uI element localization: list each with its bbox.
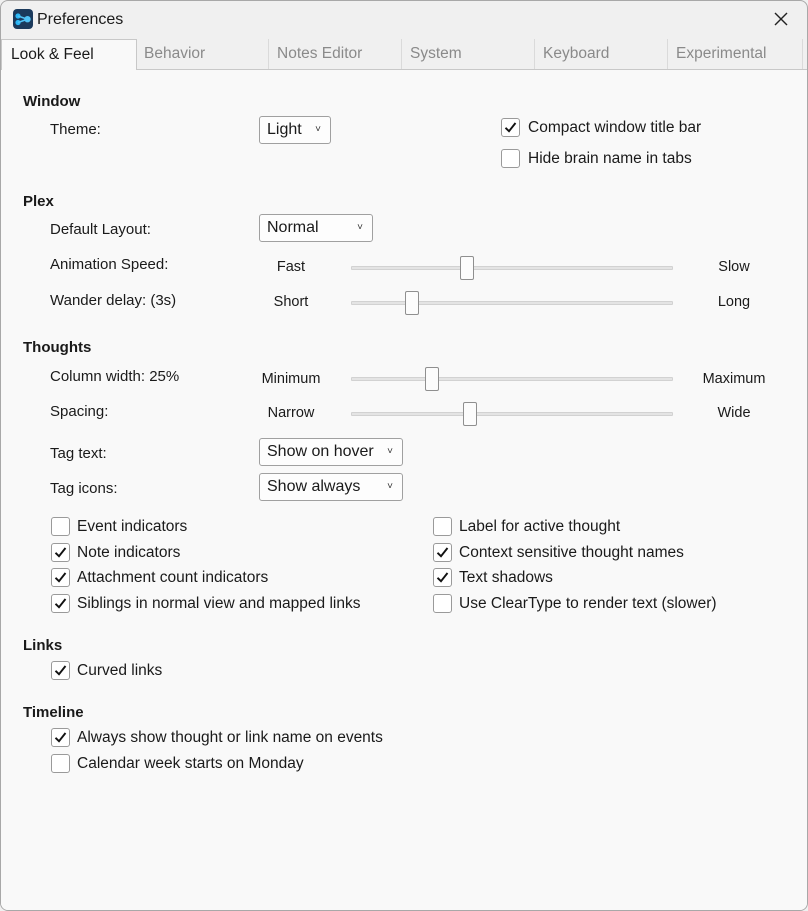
- checkmark-icon: [53, 730, 68, 745]
- checkmark-icon: [53, 663, 68, 678]
- checkmark-icon: [435, 570, 450, 585]
- context-sensitive-names-label: Context sensitive thought names: [459, 544, 684, 561]
- column-width-label: Column width: 25%: [50, 368, 180, 385]
- column-width-slider[interactable]: [425, 367, 439, 391]
- checkmark-icon: [503, 120, 518, 135]
- compact-title-bar-checkbox[interactable]: [501, 118, 520, 137]
- hide-brain-name-label: Hide brain name in tabs: [528, 150, 692, 167]
- event-indicators-label: Event indicators: [77, 518, 188, 535]
- note-indicators-label: Note indicators: [77, 544, 181, 561]
- look-and-feel-panel: [1, 70, 807, 910]
- tab-notes-editor[interactable]: Notes Editor: [268, 39, 401, 69]
- tab-bar: [1, 39, 807, 70]
- event-indicators-checkbox[interactable]: [51, 517, 70, 536]
- section-thoughts-heading: Thoughts: [23, 339, 92, 356]
- column-width-max: Maximum: [702, 371, 766, 387]
- section-timeline-heading: Timeline: [23, 704, 84, 721]
- spacing-slider[interactable]: [463, 402, 477, 426]
- tab-behavior[interactable]: Behavior: [144, 45, 206, 62]
- attachment-count-checkbox[interactable]: [51, 568, 70, 587]
- animation-speed-label: Animation Speed:: [50, 256, 169, 273]
- label-active-thought-checkbox[interactable]: [433, 517, 452, 536]
- section-links-heading: Links: [23, 637, 63, 654]
- spacing-min: Narrow: [267, 405, 315, 421]
- window-title: Preferences: [37, 11, 124, 28]
- tab-divider: [802, 39, 807, 69]
- title-bar: [1, 1, 807, 39]
- hide-brain-name-checkbox[interactable]: [501, 149, 520, 168]
- column-width-min: Minimum: [261, 371, 321, 387]
- siblings-label: Siblings in normal view and mapped links: [77, 595, 361, 612]
- section-plex-heading: Plex: [23, 193, 54, 210]
- animation-speed-max: Slow: [718, 259, 750, 275]
- default-layout-value: Normal: [267, 219, 319, 236]
- wander-delay-max: Long: [717, 294, 751, 310]
- spacing-max: Wide: [717, 405, 751, 421]
- always-show-name-checkbox[interactable]: [51, 728, 70, 747]
- tag-icons-label: Tag icons:: [50, 480, 118, 497]
- section-window-heading: Window: [23, 93, 81, 110]
- column-width-track: [351, 377, 673, 381]
- checkmark-icon: [53, 545, 68, 560]
- default-layout-label: Default Layout:: [50, 221, 151, 238]
- week-starts-monday-checkbox[interactable]: [51, 754, 70, 773]
- attachment-count-label: Attachment count indicators: [77, 569, 269, 586]
- checkmark-icon: [435, 545, 450, 560]
- close-button[interactable]: [769, 6, 793, 32]
- wander-delay-label: Wander delay: (3s): [50, 292, 177, 309]
- chevron-down-icon: ˅: [387, 446, 393, 457]
- default-layout-dropdown[interactable]: [259, 214, 373, 242]
- text-shadows-checkbox[interactable]: [433, 568, 452, 587]
- tab-system[interactable]: System: [401, 39, 534, 69]
- checkmark-icon: [53, 570, 68, 585]
- theme-value: Light: [267, 121, 302, 138]
- compact-title-bar-label: Compact window title bar: [528, 119, 702, 136]
- tab-keyboard[interactable]: Keyboard: [534, 39, 667, 69]
- spacing-label: Spacing:: [50, 403, 109, 420]
- close-icon: [773, 11, 789, 27]
- always-show-name-label: Always show thought or link name on events: [77, 729, 383, 746]
- cleartype-label: Use ClearType to render text (slower): [459, 595, 717, 612]
- tag-text-dropdown[interactable]: [259, 438, 403, 466]
- chevron-down-icon: ˅: [387, 481, 393, 492]
- wander-delay-min: Short: [273, 294, 309, 310]
- cleartype-checkbox[interactable]: [433, 594, 452, 613]
- tag-icons-dropdown[interactable]: [259, 473, 403, 501]
- animation-speed-min: Fast: [276, 259, 306, 275]
- curved-links-checkbox[interactable]: [51, 661, 70, 680]
- label-active-thought-label: Label for active thought: [459, 518, 621, 535]
- text-shadows-label: Text shadows: [459, 569, 553, 586]
- curved-links-label: Curved links: [77, 662, 163, 679]
- note-indicators-checkbox[interactable]: [51, 543, 70, 562]
- chevron-down-icon: ˅: [357, 222, 363, 233]
- wander-delay-track: [351, 301, 673, 305]
- tab-experimental[interactable]: Experimental: [667, 39, 802, 69]
- animation-speed-track: [351, 266, 673, 270]
- context-sensitive-names-checkbox[interactable]: [433, 543, 452, 562]
- wander-delay-slider[interactable]: [405, 291, 419, 315]
- spacing-track: [351, 412, 673, 416]
- checkmark-icon: [53, 596, 68, 611]
- tag-text-value: Show on hover: [267, 443, 374, 460]
- tab-look-and-feel[interactable]: Look & Feel: [1, 39, 137, 71]
- tag-text-label: Tag text:: [50, 445, 107, 462]
- week-starts-monday-label: Calendar week starts on Monday: [77, 755, 304, 772]
- animation-speed-slider[interactable]: [460, 256, 474, 280]
- chevron-down-icon: ˅: [315, 124, 321, 135]
- siblings-checkbox[interactable]: [51, 594, 70, 613]
- theme-label: Theme:: [50, 121, 101, 138]
- app-logo-icon: [13, 9, 33, 29]
- tag-icons-value: Show always: [267, 478, 361, 495]
- theme-dropdown[interactable]: [259, 116, 331, 144]
